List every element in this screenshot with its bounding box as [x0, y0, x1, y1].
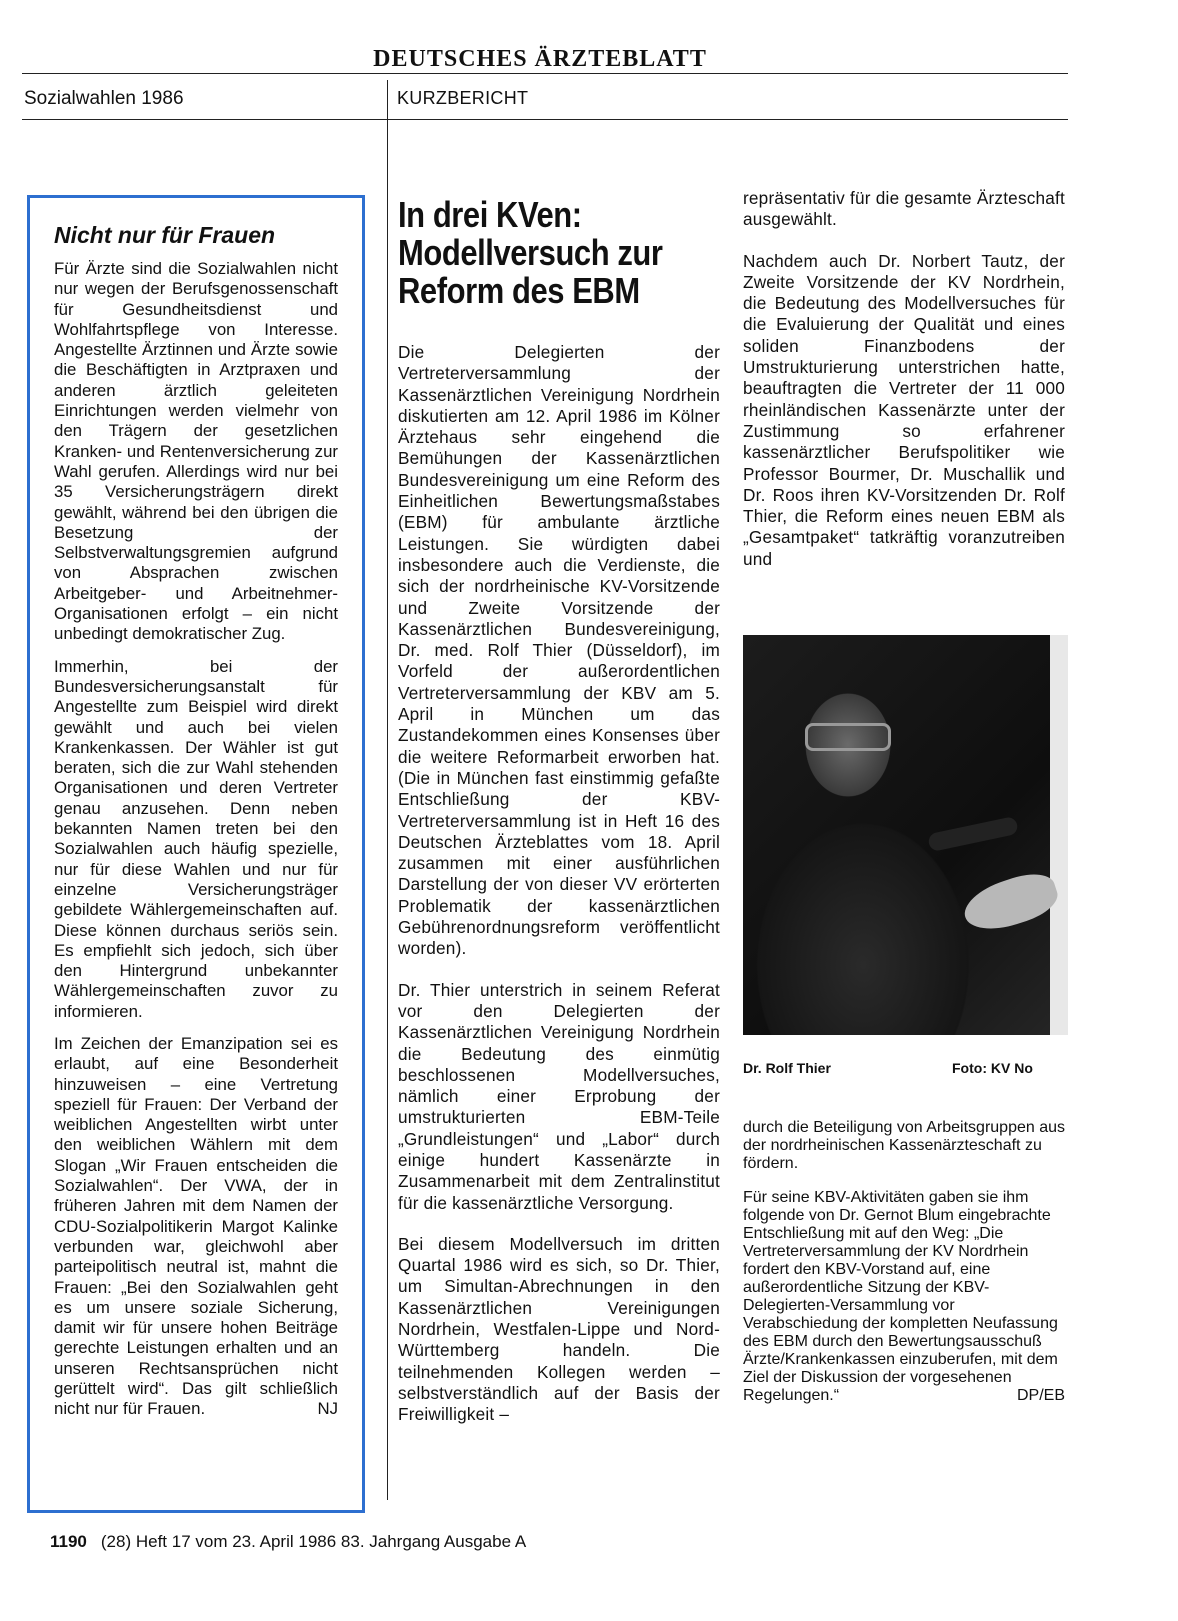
article-paragraph-text: Für seine KBV-Aktivitäten gaben sie ihm folgende von Dr. Gernot Blum eingebrachte Entschließung mit auf den Weg: „Die Vertreterversammlung der KV Nordrhein fordert den KBV-Vorstand auf, eine außerordentliche Sitzung der KBV-Delegierten-Versammlung vor Verabschiedung der kompletten Neufassung des EBM durch den Bewertungsausschuß Ärzte/Krankenkassen einzuberufen, mit dem Ziel der Diskussion der vorgesehenen Regelungen.“	[743, 1189, 1058, 1404]
sub-rule	[22, 119, 1068, 120]
page-number: 1190	[50, 1532, 87, 1551]
article-paragraph	[743, 1189, 1065, 1405]
article-paragraph: durch die Beteiligung von Arbeitsgruppen aus der nordrheinischen Kassenärzteschaft zu fördern.	[743, 1119, 1065, 1172]
sidebar-paragraph	[54, 1034, 338, 1420]
article-paragraph: repräsentativ für die gesamte Ärzteschaft ausgewählt.	[743, 188, 1065, 230]
page-footer	[50, 1532, 526, 1552]
masthead: DEUTSCHES ÄRZTEBLATT	[373, 46, 707, 72]
sidebar-box	[27, 195, 365, 1513]
column-divider	[387, 80, 388, 1500]
section-label-right: KURZBERICHT	[397, 88, 529, 108]
photo-microphone	[927, 816, 1019, 852]
photo-caption: Dr. Rolf Thier	[743, 1060, 831, 1076]
article-signature: DP/EB	[1016, 1387, 1065, 1404]
article-paragraph: Bei diesem Modellversuch im dritten Quartal 1986 wird es sich, so Dr. Thier, um Simultan-Abrechnungen in den Kassenärztlichen Vereinigungen Nordrhein, Westfalen-Lippe und Nord-Württemberg handeln. Die teilnehmenden Kollegen werden – selbstverständlich auf der Basis der Freiwilligkeit –	[398, 1233, 720, 1425]
article-column-1	[398, 196, 720, 1446]
speaker-photo	[743, 635, 1068, 1035]
sidebar-paragraph-text: Im Zeichen der Emanzipation sei es erlaubt, auf eine Besonderheit hinzuweisen – eine Vertretung speziell für Frauen: Der Verband der weiblichen Angestellten wirbt unter den weiblichen Wählern mit dem Slogan „Wir Frauen entscheiden die Sozialwahlen“. Der VWA, der in früheren Jahren mit dem Namen der CDU-Sozialpolitikerin Margot Kalinke verbunden war, gleichwohl aber parteipolitisch neutral ist, mahnt die Frauen: „Bei den Sozialwahlen geht es um unsere soziale Sicherung, damit wir für unsere hohen Beiträge gerechte Leistungen erhalten und an unseren Rechtsansprüchen nicht gerüttelt wird“. Das gilt schließlich nicht nur für Frauen.	[54, 1033, 338, 1419]
issue-info: (28) Heft 17 vom 23. April 1986 83. Jahrgang Ausgabe A	[100, 1532, 527, 1551]
article-headline: In drei KVen: Modellversuch zur Reform des EBM	[398, 194, 663, 311]
sidebar-paragraph: Immerhin, bei der Bundesversicherungsanstalt für Angestellte zum Beispiel wird direkt gewählt und auch bei vielen Krankenkassen. Der Wähler ist gut beraten, sich die zur Wahl stehenden Organisationen und deren Vertreter genau anzusehen. Denn neben bekannten Namen treten bei den Sozialwahlen auch häufig spezielle, nur für diese Wahlen und nur für einzelne Versicherungsträger gebildete Wählergemeinschaften auf. Diese können durchaus seriös sein. Es empfiehlt sich jedoch, sich über den Hintergrund unbekannter Wählergemeinschaften zuvor zu informieren.	[54, 656, 338, 1021]
article-column-2-top	[743, 188, 1065, 590]
top-rule	[22, 73, 1068, 74]
article-paragraph: Die Delegierten der Vertreterversammlung der Kassenärztlichen Vereinigung Nordrhein diskutierten am 12. April 1986 im Kölner Ärztehaus sehr eingehend die Bemühungen der Kassenärztlichen Bundesvereinigung um eine Reform des Einheitlichen Bewertungsmaßstabes (EBM) für ambulante ärztliche Leistungen. Sie würdigten dabei insbesondere auch die Verdienste, die sich der nordrheinische KV-Vorsitzende und Zweite Vorsitzende der Kassenärztlichen Bundesvereinigung, Dr. med. Rolf Thier (Düsseldorf), im Vorfeld der außerordentlichen Vertreterversammlung der KBV am 5. April in München um das Zustandekommen eines Konsenses über die weitere Reformarbeit erworben hat. (Die in München fast einstimmig gefaßte Entschließung der KBV-Vertreterversammlung ist in Heft 16 des Deutschen Ärzteblattes vom 18. April zusammen mit einer ausführlichen Darstellung der von dieser VV erörterten Problematik der kassenärztlichen Gebührenordnungsreform veröffentlicht worden).	[398, 342, 720, 959]
photo-glasses	[805, 723, 891, 751]
section-label-left: Sozialwahlen 1986	[24, 88, 184, 109]
sidebar-signature: NJ	[317, 1399, 338, 1419]
article-column-2-bottom	[743, 1103, 1065, 1421]
article-paragraph: Nachdem auch Dr. Norbert Tautz, der Zweite Vorsitzende der KV Nordrhein, die Bedeutung des Modellversuches für die Evaluierung der Qualität und eines soliden Finanzbodens der Umstrukturierung unterstrichen hatte, beauftragten die Vertreter der 11 000 rheinländischen Kassenärzte unter der Zustimmung so erfahrener kassenärztlicher Berufspolitiker wie Professor Bourmer, Dr. Muschallik und Dr. Roos ihren KV-Vorsitzenden Dr. Rolf Thier, die Reform eines neuen EBM als „Gesamtpaket“ tatkräftig voranzutreiben und	[743, 250, 1065, 569]
article-paragraph: Dr. Thier unterstrich in seinem Referat vor den Delegierten der Kassenärztlichen Vereinigung Nordrhein die Bedeutung des einmütig beschlossenen Modellversuches, nämlich einer Erprobung der umstrukturierten EBM-Teile „Grundleistungen“ und „Labor“ durch einige hundert Kassenärzte in Zusammenarbeit mit dem Zentralinstitut für die kassenärztliche Versorgung.	[398, 979, 720, 1213]
sidebar-paragraph: Für Ärzte sind die Sozialwahlen nicht nur wegen der Berufsgenossenschaft für Gesundheitsdienst und Wohlfahrtspflege von Interesse. Angestellte Ärztinnen und Ärzte sowie die Beschäftigten in Arztpraxen und anderen ärztlich geleiteten Einrichtungen werden vielmehr von den Trägern der gesetzlichen Kranken- und Rentenversicherung zur Wahl gerufen. Allerdings wird nur bei 35 Versicherungsträgern direkt gewählt, während bei den übrigen die Besetzung der Selbstverwaltungsgremien aufgrund von Absprachen zwischen Arbeitgeber- und Arbeitnehmer-Organisationen erfolgt – ein nicht unbedingt demokratischer Zug.	[54, 259, 338, 644]
photo-hand	[958, 866, 1062, 938]
photo-background-light	[1050, 635, 1068, 1035]
photo-credit: Foto: KV No	[952, 1060, 1033, 1076]
sidebar-title: Nicht nur für Frauen	[54, 222, 276, 248]
